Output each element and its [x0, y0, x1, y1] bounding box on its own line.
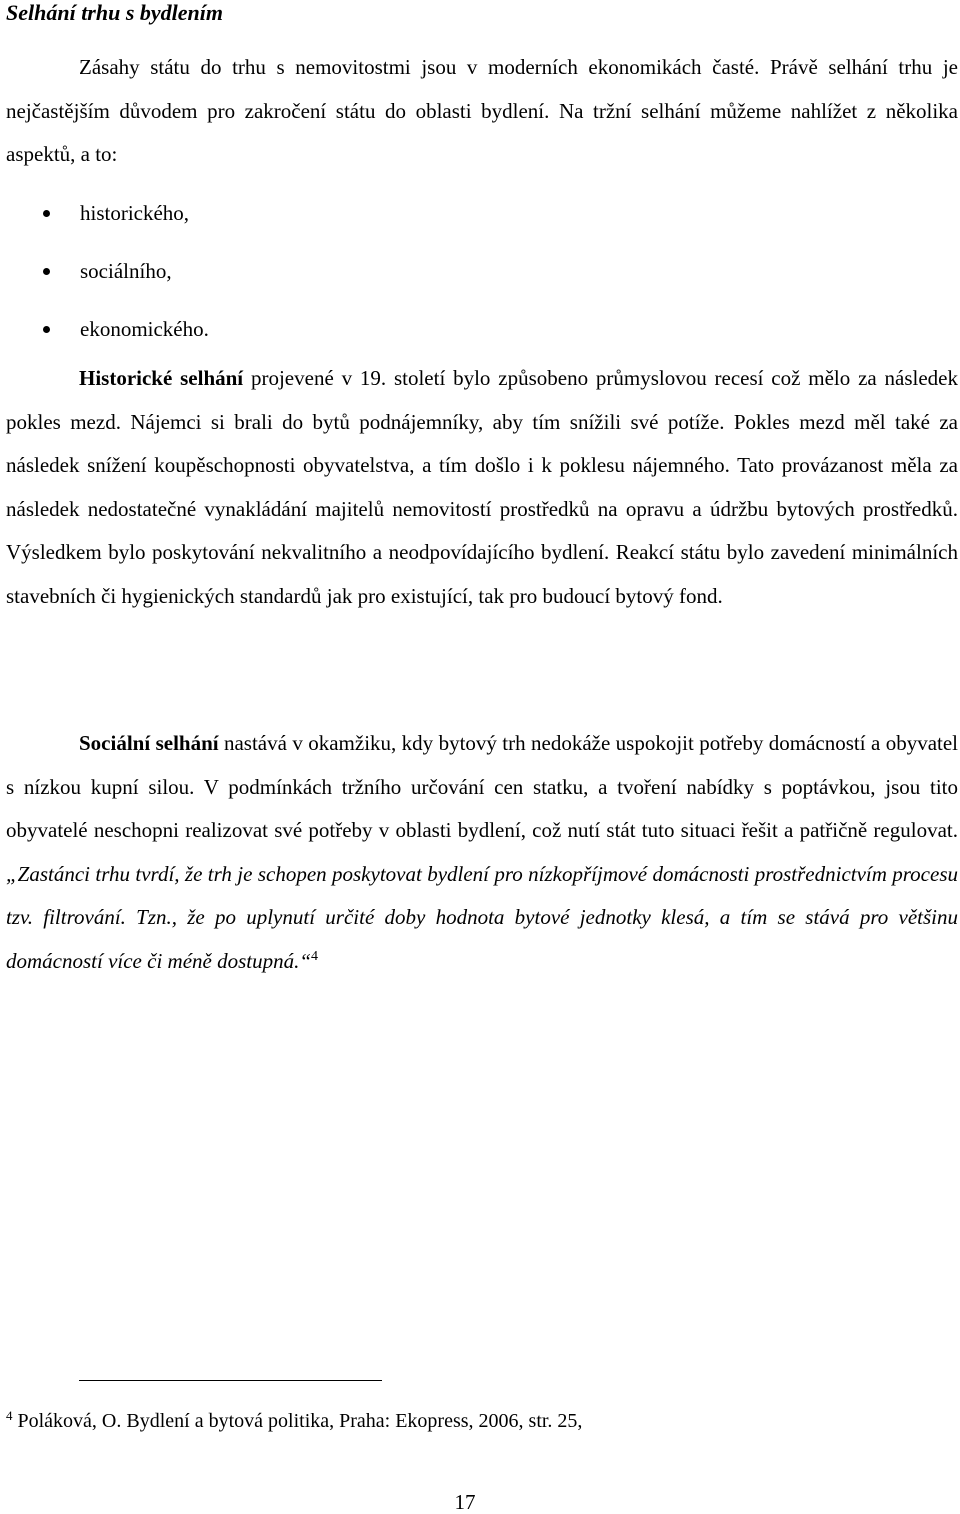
social-text: nastává v okamžiku, kdy bytový trh nedokáže uspokojit potřeby domácností a obyvatel s nízkou kupní silou. V podmínkách tržního určování cen statku, a tvoření nabídky s poptávkou, jsou tito obyvatelé neschopni realizovat své potřeby v oblasti bydlení, což nutí stát tuto situaci řešit a patřičně regulovat.	[6, 731, 959, 842]
list-item-text: sociálního,	[80, 259, 172, 283]
historical-term: Historické selhání	[79, 366, 244, 390]
list-item-text: historického,	[80, 201, 190, 225]
social-paragraph	[6, 722, 958, 983]
intro-paragraph: Zásahy státu do trhu s nemovitostmi jsou v moderních ekonomikách časté. Právě selhání trhu je nejčastějším důvodem pro zakročení státu do oblasti bydlení. Na tržní selhání můžeme nahlížet z několika aspektů, a to:	[6, 55, 958, 166]
historical-text: projevené v 19. století bylo způsobeno průmyslovou recesí což mělo za následek pokles mezd. Nájemci si brali do bytů podnájemníky, aby tím snížili své potíže. Pokles mezd měl také za následek snížení koupěschopnosti obyvatelstva, a tím došlo i k poklesu nájemného. Tato provázanost měla za následek nedostatečné vynakládání majitelů nemovitostí prostředků na opravu a údržbu bytových prostředků. Výsledkem bylo poskytování nekvalitního a neodpovídajícího bydlení. Reakcí státu bylo zavedení minimálních stavebních či hygienických standardů jak pro existující, tak pro budoucí bytový fond.	[6, 366, 958, 608]
list-item	[0, 306, 209, 364]
social-quote: „Zastánci trhu tvrdí, že trh je schopen poskytovat bydlení pro nízkopříjmové domácnosti prostřednictvím procesu tzv. filtrování. Tzn., že po uplynutí určité doby hodnota bytové jednotky klesá, a tím se stává pro většinu domácností více či méně dostupná.“	[6, 861, 958, 973]
list-item	[0, 190, 209, 248]
footnote-number: 4	[6, 1408, 13, 1423]
section-heading: Selhání trhu s bydlením	[6, 0, 224, 25]
aspect-list	[0, 190, 209, 364]
social-term: Sociální selhání	[79, 731, 219, 755]
footnote-text: Poláková, O. Bydlení a bytová politika, Praha: Ekopress, 2006, str. 25,	[12, 1410, 583, 1432]
page-number: 17	[454, 1490, 476, 1514]
bullet-icon	[43, 210, 50, 217]
list-item	[0, 248, 209, 306]
historical-paragraph	[6, 357, 958, 618]
footnote-reference[interactable]: 4	[311, 948, 319, 964]
footnote	[6, 1408, 582, 1434]
bullet-icon	[43, 326, 50, 333]
footnote-separator	[79, 1380, 382, 1381]
bullet-icon	[43, 268, 50, 275]
list-item-text: ekonomického.	[80, 317, 209, 341]
